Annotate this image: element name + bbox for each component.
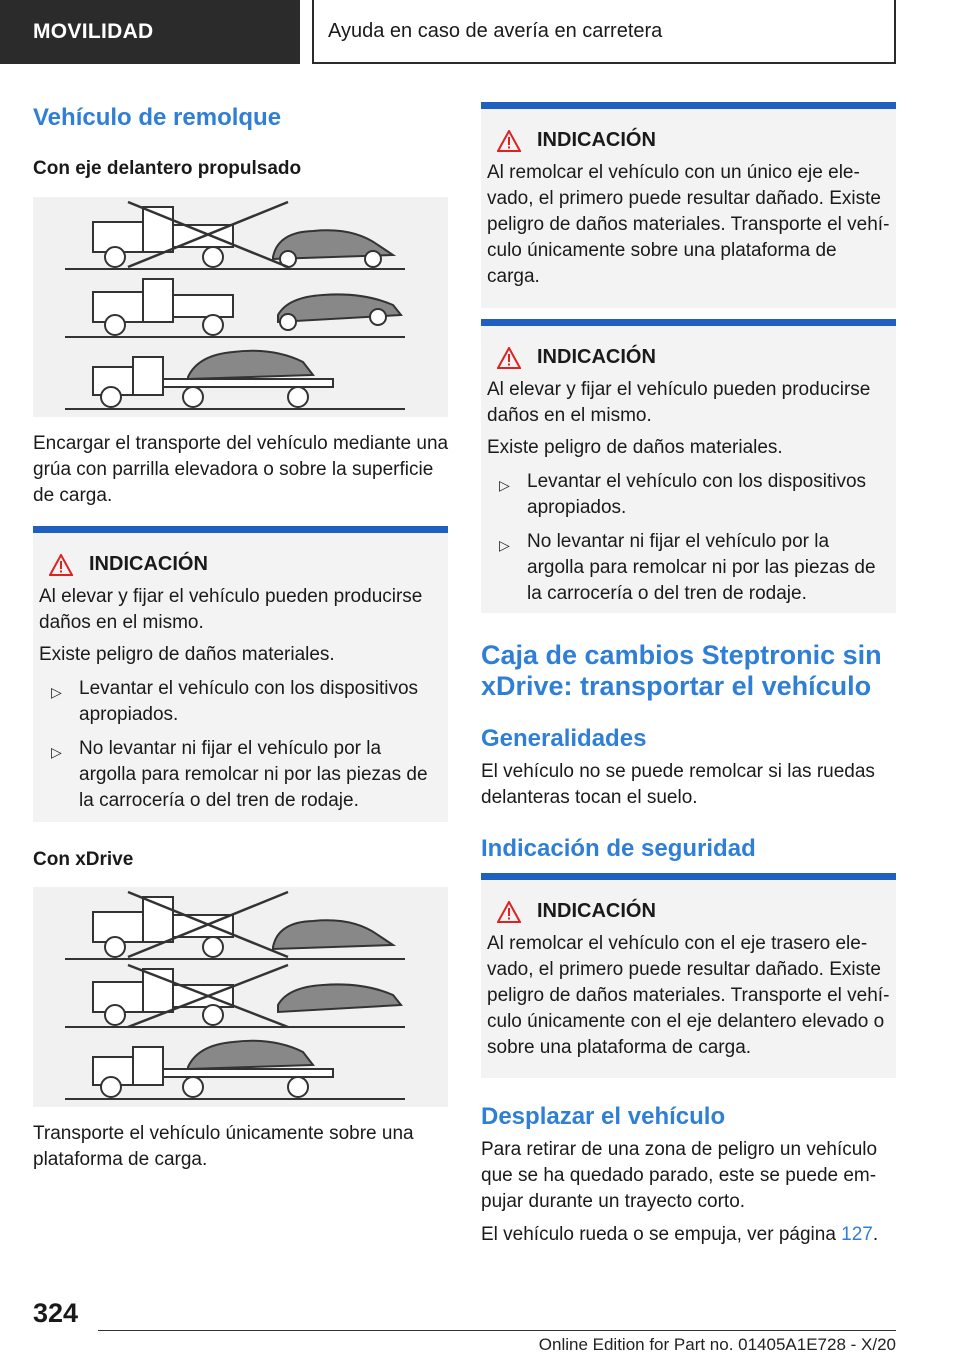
footer-divider (98, 1330, 896, 1331)
paragraph-page-reference (481, 1222, 896, 1248)
reference-period: . (872, 1224, 879, 1245)
warning-icon (49, 554, 73, 576)
note-title (49, 553, 442, 576)
heading-generalidades: Generalidades (481, 725, 647, 752)
towing-illustration-front-drive (33, 197, 448, 417)
warning-icon (497, 901, 521, 923)
paragraph-generalidades: El vehículo no se puede remolcar si las ruedas delanteras tocan el suelo. (481, 761, 875, 808)
triangle-bullet-icon: ▷ (51, 684, 62, 700)
note-box-right-1 (481, 102, 896, 308)
list-item-text: Levantar el vehículo con los dispositivos apropiados. (527, 471, 867, 518)
reference-text: El vehículo rueda o se empuja, ver página (481, 1224, 836, 1245)
section-heading: Vehículo de remolque (33, 104, 282, 131)
note-title-text: INDICACIÓN (537, 900, 656, 922)
triangle-bullet-icon: ▷ (51, 744, 62, 760)
warning-icon (497, 130, 521, 152)
paragraph-xdrive-transport: Transporte el vehículo únicamente sobre una plataforma de carga. (33, 1123, 414, 1170)
section-label: MOVILIDAD (33, 20, 154, 43)
note-title-text: INDICACIÓN (537, 346, 656, 368)
note-paragraph: Al remolcar el vehículo con el eje trasero elevado, el primero puede resultar dañado. Existe peligro de daños materiales. Transporte el vehículo únicamente con el eje delantero elevado o sobre una plataforma de carga. (487, 933, 890, 1058)
paragraph-transport: Encargar el transporte del vehículo mediante una grúa con parrilla elevadora o sobre la superficie de carga. (33, 433, 449, 506)
section-tab (0, 0, 300, 64)
chapter-title: Ayuda en caso de avería en carretera (328, 19, 663, 42)
note-paragraph: Existe peligro de daños materiales. (39, 644, 335, 665)
note-title (497, 346, 890, 369)
list-item (487, 469, 890, 521)
triangle-bullet-icon: ▷ (499, 477, 510, 493)
list-item (487, 529, 890, 607)
footer-edition: Online Edition for Part no. 01405A1E728 - X/20 (538, 1335, 896, 1354)
list-item (39, 736, 442, 814)
heading-safety: Indicación de seguridad (481, 835, 756, 862)
note-paragraph: Al elevar y fijar el vehículo pueden producirse daños en el mismo. (487, 379, 871, 426)
note-title-text: INDICACIÓN (537, 129, 656, 151)
list-item-text: No levantar ni fijar el vehículo por la argolla para remolcar ni por las piezas de la carrocería o del tren de rodaje. (79, 738, 428, 811)
heading-move-vehicle: Desplazar el vehículo (481, 1103, 726, 1130)
subheading-front-axle: Con eje delantero propulsado (33, 158, 302, 179)
note-title (497, 900, 890, 923)
list-item-text: Levantar el vehículo con los dispositivos apropiados. (79, 678, 419, 725)
chapter-title-box (312, 0, 896, 64)
note-box-left (33, 526, 448, 822)
towing-illustration-xdrive (33, 887, 448, 1107)
note-title-text: INDICACIÓN (89, 553, 208, 575)
warning-icon (497, 347, 521, 369)
note-title (497, 129, 890, 152)
subheading-xdrive: Con xDrive (33, 849, 134, 870)
page-link[interactable]: 127 (841, 1224, 873, 1245)
note-paragraph: Al elevar y fijar el vehículo pueden producirse daños en el mismo. (39, 586, 423, 633)
paragraph-move-vehicle: Para retirar de una zona de peligro un vehículo que se ha quedado parado, este se puede empujar durante un trayecto corto. (481, 1139, 878, 1212)
note-paragraph: Existe peligro de daños materiales. (487, 437, 783, 458)
list-item-text: No levantar ni fijar el vehículo por la argolla para remolcar ni por las piezas de la carrocería o del tren de rodaje. (527, 531, 876, 604)
section-heading-steptronic: Caja de cambios Steptronic sin xDrive: transportar el vehículo (481, 640, 882, 701)
note-paragraph: Al remolcar el vehículo con un único eje elevado, el primero puede resultar dañado. Existe peligro de daños materiales. Transporte el vehículo únicamente sobre una plataforma de carga. (487, 162, 890, 287)
note-box-right-3 (481, 873, 896, 1078)
note-box-right-2 (481, 319, 896, 613)
list-item (39, 676, 442, 728)
page-number: 324 (33, 1298, 79, 1328)
triangle-bullet-icon: ▷ (499, 537, 510, 553)
